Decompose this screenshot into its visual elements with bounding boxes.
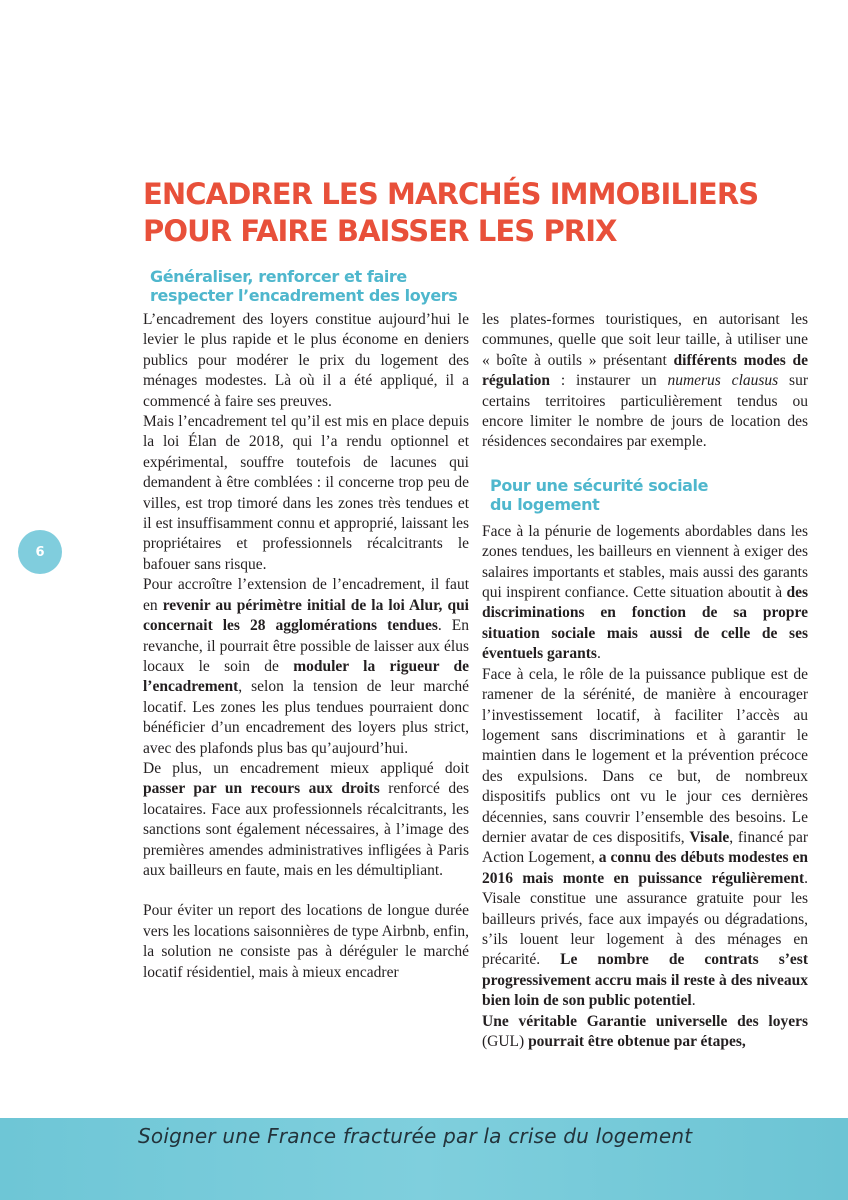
section-heading-line-2: respecter l’encadrement des loyers	[150, 286, 458, 305]
paragraph: les plates-formes touristiques, en autorisant les communes, quelle que soit leur taille, à utiliser une « boîte à outils » présentant différents modes de régulation : instaurer un numerus clausus sur certains territoires particulièrement tendus ou encore limiter le nombre de jours de location des résidences secondaires par exemple.	[482, 311, 808, 451]
paragraph: Pour éviter un report des locations de longue durée vers les locations saisonnières de type Airbnb, enfin, la solution ne consiste pas à déréguler le marché locatif résidentiel, mais à mieux encadrer	[143, 902, 469, 981]
paragraph: Pour accroître l’extension de l’encadrement, il faut en revenir au périmètre initial de la loi Alur, qui concernait les 28 agglomérations tendues. En revanche, il pourrait être possible de laisser aux élus locaux le soin de moduler la rigueur de l’encadrement, selon la tension de leur marché locatif. Les zones les plus tendues pourraient donc bénéficier d’un encadrement des loyers plus strict, avec des plafonds plus bas qu’aujourd’hui.	[143, 576, 470, 757]
page-title	[143, 176, 783, 250]
page-title-line-1: ENCADRER LES MARCHÉS IMMOBILIERS	[143, 177, 759, 211]
section-heading-encadrement	[150, 267, 470, 305]
paragraph: L’encadrement des loyers constitue aujourd’hui le levier le plus rapide et le plus économe en deniers publics pour modérer le prix du logement des ménages modestes. Là où il a été appliqué, il a commencé à faire ses preuves.	[143, 311, 469, 410]
page-title-line-2: POUR FAIRE BAISSER LES PRIX	[143, 214, 617, 248]
section-heading-line-2: du logement	[490, 494, 600, 514]
paragraph: Mais l’encadrement tel qu’il est mis en place depuis la loi Élan de 2018, qui l’a rendu optionnel et expérimental, souffre toutefois de lacunes qui demandent à être comblées : il concerne trop peu de villes, est trop timoré dans les zones très tendues et il est insuffisamment connu et approprié, laissant les propriétaires et professionnels récalcitrants le bafouer sans risque.	[143, 413, 469, 573]
paragraph: Une véritable Garantie universelle des loyers (GUL) pourrait être obtenue par étapes,	[482, 1012, 808, 1050]
paragraph: De plus, un encadrement mieux appliqué doit passer par un recours aux droits renforcé des locataires. Face aux professionnels récalcitrants, les sanctions sont également nécessaires, à l’image des premières amendes administratives infligées à Paris aux bailleurs en faute, mais en les démultipliant.	[143, 759, 469, 879]
section-heading-line-1: Généraliser, renforcer et faire	[150, 267, 407, 286]
page-number: 6	[35, 544, 45, 560]
paragraph: Face à cela, le rôle de la puissance publique est de ramener de la sérénité, de manière à encourager l’investissement locatif, à faciliter l’accès au logement sans discriminations et à garantir le maintien dans le logement et la prévention précoce des expulsions. Dans ce but, de nombreux dispositifs publics ont vu le jour ces dernières décennies, sans couvrir l’ensemble des besoins. Le dernier avatar de ces dispositifs, Visale, financé par Action Logement, a connu des débuts modestes en 2016 mais monte en puissance régulièrement. Visale constitue une assurance gratuite pour les bailleurs privés, face aux impayés ou dégradations, s’ils louent leur logement à des ménages en précarité. Le nombre de contrats s’est progressivement accru mais il reste à des niveaux bien loin de son public potentiel.	[482, 665, 808, 1010]
section-heading-securite-sociale	[490, 476, 808, 514]
page-number-badge	[18, 530, 62, 574]
section-heading-line-1: Pour une sécurité sociale	[490, 475, 709, 495]
right-column	[482, 310, 808, 1052]
left-column	[143, 310, 469, 983]
paragraph: Face à la pénurie de logements abordables dans les zones tendues, les bailleurs en viennent à exiger des salaires importants et stables, mais aussi des garants qui inspirent confiance. Cette situation aboutit à des discriminations en fonction de sa propre situation sociale mais aussi de celle de ses éventuels garants.	[482, 522, 808, 663]
footer-title: Soigner une France fracturée par la crise du logement	[138, 1124, 693, 1148]
